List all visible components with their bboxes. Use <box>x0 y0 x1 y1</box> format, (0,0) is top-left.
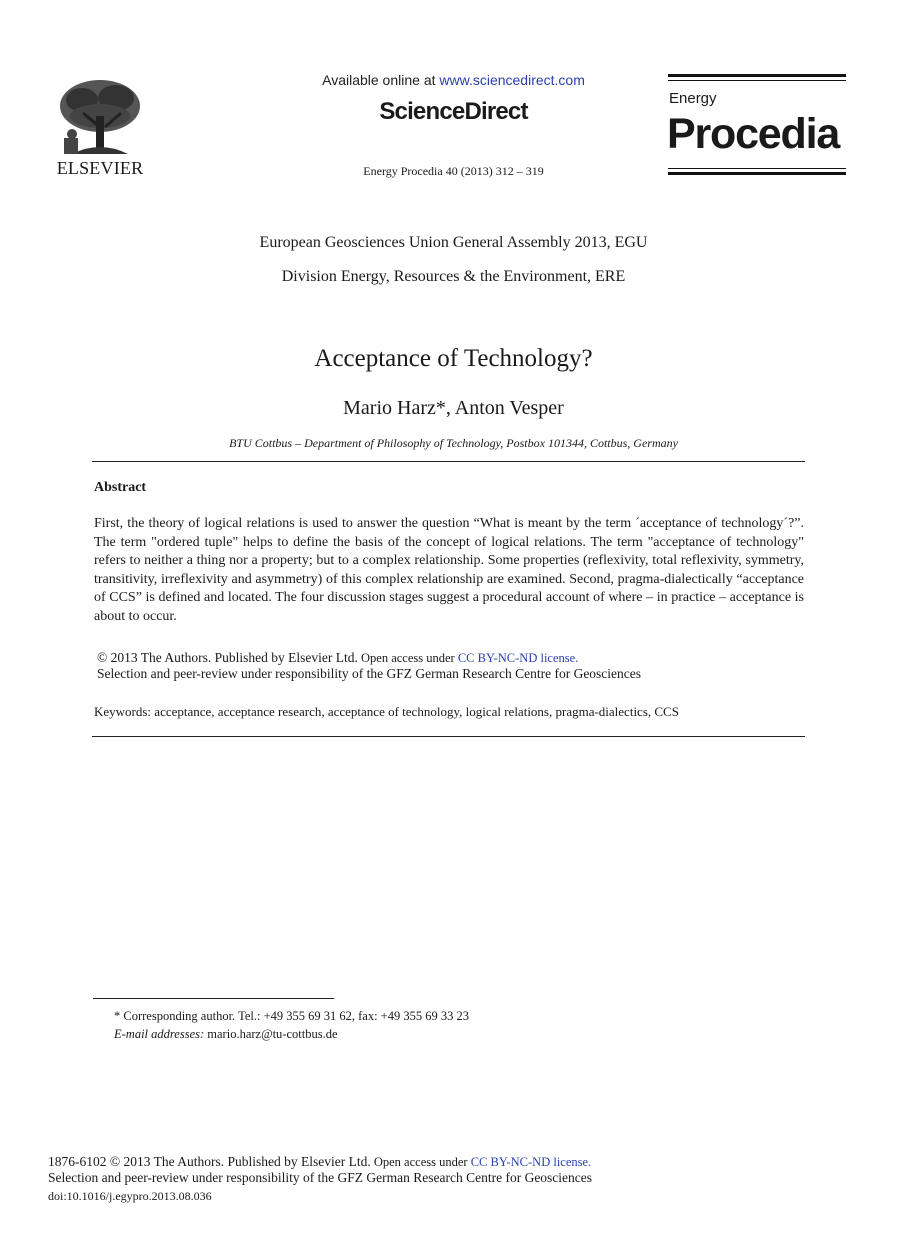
abstract-top-divider <box>92 461 805 462</box>
abstract-heading: Abstract <box>94 480 147 495</box>
copyright-text: © 2013 The Authors. Published by Elsevier Ltd. <box>97 650 358 665</box>
logo-top-rule <box>668 74 846 77</box>
logo-top-thin-rule <box>668 80 846 81</box>
logo-bottom-rule <box>668 172 846 175</box>
copyright-line <box>97 650 578 666</box>
elsevier-wordmark: ELSEVIER <box>56 158 144 178</box>
energy-procedia-logo <box>668 74 846 178</box>
open-access-text: Open access under <box>357 651 458 665</box>
footer-copyright-line <box>48 1154 591 1170</box>
sciencedirect-url-link[interactable]: www.sciencedirect.com <box>439 72 585 88</box>
footnote-divider <box>93 998 334 999</box>
author-affiliation: BTU Cottbus – Department of Philosophy of Technology, Postbox 101344, Cottbus, Germany <box>229 436 678 450</box>
logo-bottom-thin-rule <box>668 168 846 169</box>
footer-license-link[interactable]: CC BY-NC-ND license. <box>470 1155 592 1169</box>
conference-line-2: Division Energy, Resources & the Environment, ERE <box>281 268 626 285</box>
available-online-prefix: Available online at <box>322 72 440 88</box>
email-label: E-mail addresses: <box>114 1027 205 1041</box>
conference-line-1: European Geosciences Union General Assembly 2013, EGU <box>259 234 648 251</box>
email-address: mario.harz@tu-cottbus.de <box>204 1027 338 1041</box>
footer-open-access-text: Open access under <box>370 1155 471 1169</box>
footer-issn-copyright: 1876-6102 © 2013 The Authors. Published by Elsevier Ltd. <box>48 1154 371 1169</box>
abstract-bottom-divider <box>92 736 805 737</box>
footer-peer-review-line: Selection and peer-review under responsibility of the GFZ German Research Centre for Geosciences <box>48 1170 593 1185</box>
journal-reference: Energy Procedia 40 (2013) 312 – 319 <box>363 164 544 178</box>
corresponding-author-footnote: * Corresponding author. Tel.: +49 355 69 31 62, fax: +49 355 69 33 23 <box>114 1009 469 1023</box>
email-footnote <box>114 1027 338 1042</box>
license-link[interactable]: CC BY-NC-ND license. <box>457 651 579 665</box>
journal-series-label: Energy <box>669 90 717 107</box>
paper-title: Acceptance of Technology? <box>314 345 593 372</box>
keywords-line: Keywords: acceptance, acceptance research, acceptance of technology, logical relations, pragma-dialectics, CCS <box>94 704 679 719</box>
abstract-body: First, the theory of logical relations is used to answer the question “What is meant by the term ´acceptance of technology´?”. The term "ordered tuple" helps to define the basis of the concept of logical relations. The term "acceptance of technology" refers to neither a thing nor a property; but to a complex relationship. Some properties (reflexivity, total reflexivity, symmetry, transitivity, irreflexivity and asymmetry) of this complex relationship are examined. Second, pragma-dialectically “acceptance of CCS” is defined and located. The four discussion stages suggest a procedural account of where – in practice – acceptance is about to occur. <box>94 516 804 624</box>
footer-doi: doi:10.1016/j.egypro.2013.08.036 <box>48 1189 212 1203</box>
peer-review-line: Selection and peer-review under responsibility of the GFZ German Research Centre for Geosciences <box>97 666 642 681</box>
journal-name: Procedia <box>667 110 840 158</box>
sciencedirect-wordmark: ScienceDirect <box>379 98 528 125</box>
paper-authors: Mario Harz*, Anton Vesper <box>343 397 564 419</box>
